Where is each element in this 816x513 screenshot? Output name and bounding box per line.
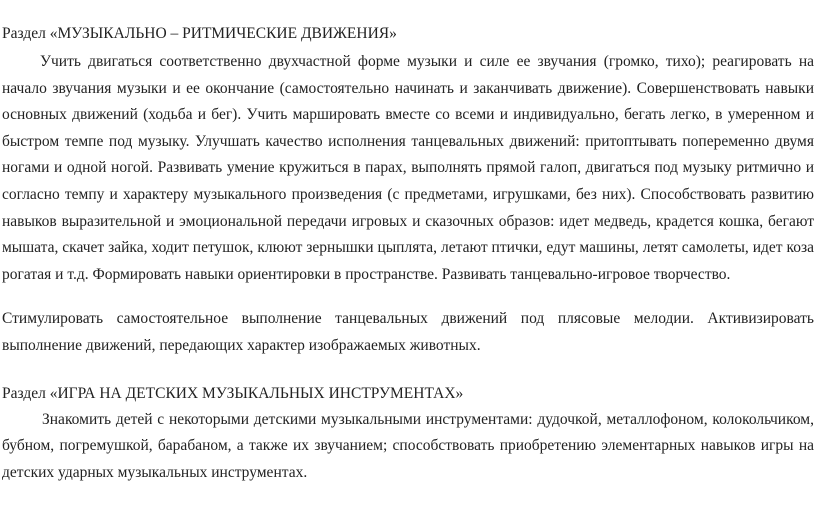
section-heading-instruments: Раздел «ИГРА НА ДЕТСКИХ МУЗЫКАЛЬНЫХ ИНСТРУМЕНТАХ» <box>2 384 464 402</box>
section-paragraph-instruments: Знакомить детей с некоторыми детскими музыкальными инструментами: дудочкой, металлофоном, колокольчиком, бубном, погремушкой, барабаном, а также их звучанием; способствовать приобретению элементарных навыков игры на детских ударных музыкальных инструментах. <box>2 410 814 481</box>
section-paragraph-rhythmic-movements: Учить двигаться соответственно двухчастной форме музыки и силе ее звучания (громко, тихо); реагировать на начало звучания музыки и ее окончание (самостоятельно начинать и заканчивать движение). Совершенствовать навыки основных движений (ходьба и бег). Учить маршировать вместе со всеми и индивидуально, бегать легко, в умеренном и быстром темпе под музыку. Улучшать качество исполнения танцевальных движений: притоптывать попеременно двумя ногами и одной ногой. Развивать умение кружиться в парах, выполнять прямой галоп, двигаться под музыку ритмично и согласно темпу и характеру музыкального произведения (с предметами, игрушками, без них). Способствовать развитию навыков выразительной и эмоциональной передачи игровых и сказочных образов: идет медведь, крадется кошка, бегают мышата, скачет зайка, ходит петушок, клюют зернышки цыплята, летают птички, едут машины, летят самолеты, идет коза рогатая и т.д. Формировать навыки ориентировки в пространстве. Развивать танцевально-игровое творчество. <box>2 53 814 283</box>
section-paragraph-stimulate-dance: Стимулировать самостоятельное выполнение танцевальных движений под плясовые мелодии. Активизировать выполнение движений, передающих характер изображаемых животных. <box>2 310 814 354</box>
section-heading-rhythmic-movements: Раздел «МУЗЫКАЛЬНО – РИТМИЧЕСКИЕ ДВИЖЕНИЯ» <box>2 25 397 42</box>
document-page <box>2 24 814 486</box>
